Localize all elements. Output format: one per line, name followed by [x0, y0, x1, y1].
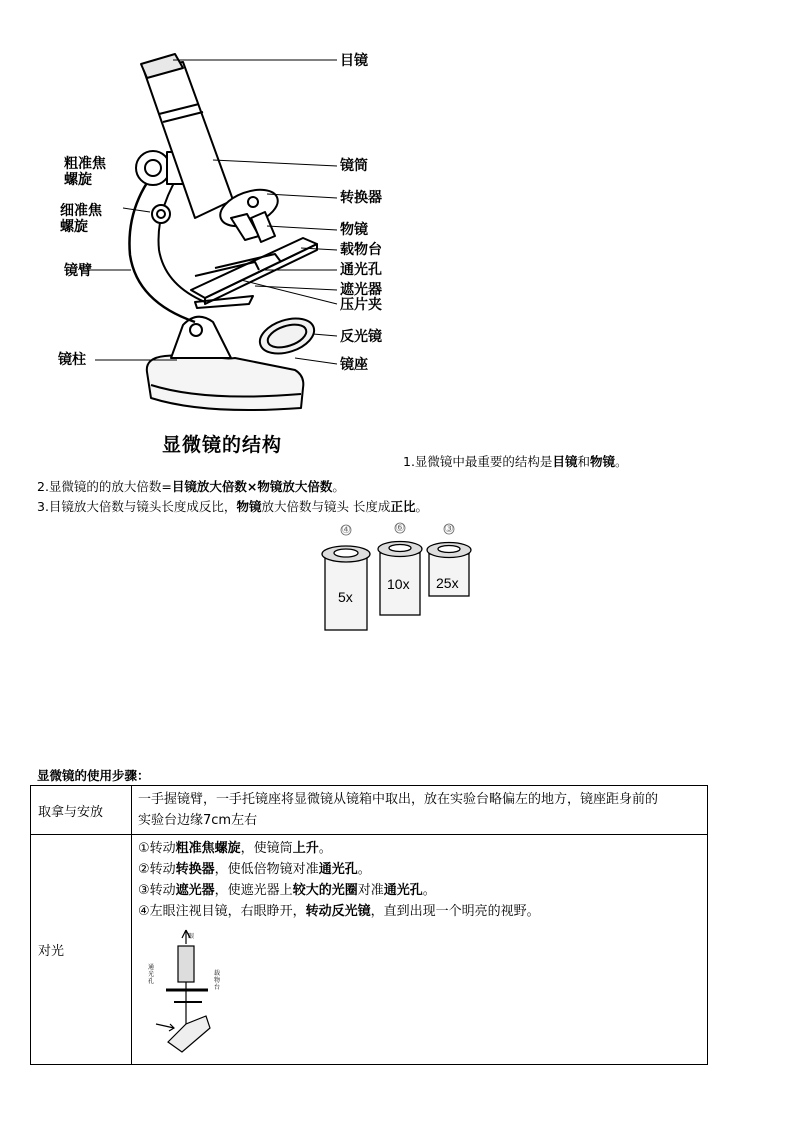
diagram-label-eye: 眼 — [188, 933, 195, 940]
point-1 — [403, 452, 628, 470]
diagram-label-hole: 通光孔 — [148, 964, 155, 985]
steps-title: 显微镜的使用步骤： — [37, 768, 150, 783]
label-diaphragm: 遮光器 — [340, 282, 382, 298]
point-3-mid: 放大倍数与镜头 长度成 — [261, 499, 391, 514]
step-3-pre: ③转动 — [138, 883, 176, 898]
label-light-hole: 通光孔 — [340, 262, 382, 278]
label-mirror: 反光镜 — [340, 329, 382, 345]
handling-line-2: 实验台边缘7cm左右 — [138, 813, 258, 828]
step-1-mid: ，使镜筒 — [240, 841, 293, 856]
light-path-diagram — [148, 924, 258, 1056]
point-3-objective: 物镜 — [236, 499, 262, 514]
step-1-end: 。 — [318, 841, 332, 856]
step-1-bold2: 上升 — [292, 841, 319, 856]
microscope-diagram — [55, 40, 355, 420]
point-3-direct: 正比 — [390, 499, 416, 514]
point-3 — [37, 497, 428, 515]
step-3 — [138, 880, 701, 901]
step-3-bold: 遮光器 — [175, 883, 215, 898]
handling-line-1: 一手握镜臂，一手托镜座将显微镜从镜箱中取出，放在实验台略偏左的地方，镜座距身前的 — [138, 792, 659, 807]
label-objective: 物镜 — [340, 222, 368, 238]
step-3-mid: ，使遮光器上 — [214, 883, 293, 898]
row-value-light — [132, 835, 708, 1065]
point-1-text: 1.显微镜中最重要的结构是 — [403, 454, 553, 469]
light-path-figure — [138, 922, 701, 1058]
point-1-end: 。 — [614, 454, 628, 469]
step-1 — [138, 838, 701, 859]
eyepiece-mag-10x: 10x — [387, 576, 410, 592]
label-eyepiece: 目镜 — [340, 53, 368, 69]
label-coarse-focus-line2: 螺旋 — [64, 172, 92, 188]
step-4-bold: 转动反光镜 — [305, 904, 371, 919]
step-4-pre: ④左眼注视目镜，右眼睁开， — [138, 904, 306, 919]
label-fine-focus-line2: 螺旋 — [60, 219, 88, 235]
step-2-bold2: 通光孔 — [318, 862, 358, 877]
diagram-label-stage: 载物台 — [214, 970, 221, 991]
figure-title: 显微镜的结构 — [162, 434, 283, 456]
point-2-end: 。 — [332, 479, 345, 494]
eyepiece-number-2: ⑥ — [395, 521, 405, 534]
label-fine-focus-line1: 细准焦 — [60, 203, 102, 219]
step-3-bold2: 较大的光圈 — [292, 883, 358, 898]
step-3-end: 。 — [422, 883, 436, 898]
table-row — [31, 835, 708, 1065]
step-1-bold: 粗准焦螺旋 — [175, 841, 241, 856]
row-value-handling — [132, 786, 708, 835]
table-row — [31, 786, 708, 835]
point-1-and: 和 — [577, 454, 590, 469]
row-key-handling: 取拿与安放 — [31, 786, 132, 835]
point-3-end: 。 — [415, 499, 428, 514]
step-2 — [138, 859, 701, 880]
label-coarse-focus-line1: 粗准焦 — [64, 156, 106, 172]
label-arm: 镜臂 — [64, 263, 92, 279]
point-2-formula: 目镜放大倍数×物镜放大倍数 — [171, 479, 333, 494]
step-3-mid2: 对准 — [357, 883, 384, 898]
point-1-objective: 物镜 — [589, 454, 615, 469]
step-4-end: ，直到出现一个明亮的视野。 — [370, 904, 540, 919]
step-2-end: 。 — [357, 862, 371, 877]
row-key-light: 对光 — [31, 835, 132, 1065]
label-clip: 压片夹 — [340, 297, 382, 313]
point-2-text: 2.显微镜的的放大倍数= — [37, 479, 172, 494]
step-4 — [138, 901, 701, 922]
eyepiece-mag-5x: 5x — [338, 589, 353, 605]
label-tube: 镜筒 — [340, 158, 368, 174]
label-pillar: 镜柱 — [58, 352, 86, 368]
label-base: 镜座 — [340, 357, 368, 373]
step-3-bold3: 通光孔 — [383, 883, 423, 898]
label-stage: 载物台 — [340, 242, 382, 258]
step-2-mid: ，使低倍物镜对准 — [214, 862, 319, 877]
eyepiece-mag-25x: 25x — [436, 575, 459, 591]
steps-table — [30, 785, 708, 1065]
step-2-bold: 转换器 — [175, 862, 215, 877]
eyepiece-number-1: ④ — [341, 523, 351, 536]
step-2-pre: ②转动 — [138, 862, 176, 877]
point-2 — [37, 477, 345, 495]
step-1-pre: ①转动 — [138, 841, 176, 856]
point-3-text: 3.目镜放大倍数与镜头长度成反比， — [37, 499, 237, 514]
point-1-eyepiece: 目镜 — [552, 454, 578, 469]
label-nosepiece: 转换器 — [340, 190, 382, 206]
eyepiece-number-3: ③ — [444, 522, 454, 535]
